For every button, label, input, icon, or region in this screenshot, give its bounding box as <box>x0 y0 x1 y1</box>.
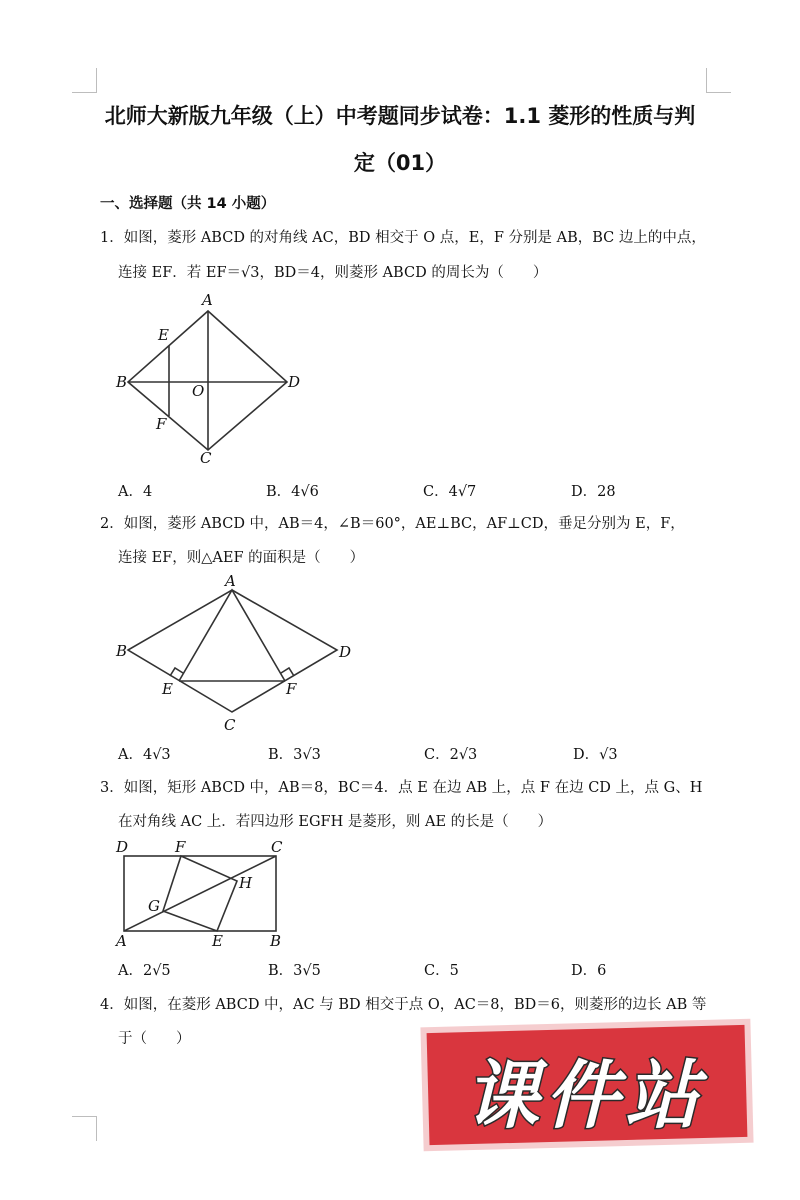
section-heading: 一、选择题（共 14 小题） <box>100 196 276 212</box>
q3-label-h: H <box>239 874 253 892</box>
question-3-option-b: B．3√5 <box>268 963 321 979</box>
question-3-text-line-1: 3．如图，矩形 ABCD 中，AB＝8，BC＝4．点 E 在边 AB 上，点 F 在边 CD 上，点 G、H <box>100 780 703 796</box>
question-1-option-c: C．4√7 <box>423 484 477 500</box>
question-2-option-c: C．2√3 <box>424 747 478 763</box>
q3-label-a: A <box>116 932 127 950</box>
question-1-text-line-1: 1．如图，菱形 ABCD 的对角线 AC，BD 相交于 O 点，E，F 分别是 AB，BC 边上的中点， <box>100 230 706 246</box>
q2-label-d: D <box>339 643 352 661</box>
q2-label-a: A <box>225 572 236 590</box>
watermark-text: 课件站 <box>465 1053 705 1139</box>
question-1-option-b: B．4√6 <box>266 484 319 500</box>
q2-label-f: F <box>286 680 297 698</box>
question-4-text-line-2: 于（ ） <box>118 1031 191 1047</box>
question-1-text-line-2: 连接 EF．若 EF＝√3，BD＝4，则菱形 ABCD 的周长为（ ） <box>118 265 548 281</box>
question-4-text-line-1: 4．如图，在菱形 ABCD 中，AC 与 BD 相交于点 O，AC＝8，BD＝6，则菱形的边长 AB 等 <box>100 997 707 1013</box>
q1-label-d: D <box>288 373 301 391</box>
q3-label-f: F <box>175 838 186 856</box>
question-3-text-line-2: 在对角线 AC 上．若四边形 EGFH 是菱形，则 AE 的长是（ ） <box>118 814 553 830</box>
question-3-option-c: C．5 <box>424 963 459 979</box>
q1-label-a: A <box>202 291 213 309</box>
question-2-option-b: B．3√3 <box>268 747 321 763</box>
q1-label-f: F <box>156 415 167 433</box>
q3-label-d: D <box>116 838 129 856</box>
q1-label-o: O <box>192 382 205 400</box>
q2-label-b: B <box>116 642 128 660</box>
q3-label-g: G <box>148 897 160 915</box>
q3-label-e: E <box>212 932 223 950</box>
question-3-option-d: D．6 <box>571 963 607 979</box>
q1-label-e: E <box>158 326 169 344</box>
q2-label-e: E <box>162 680 173 698</box>
document-title-line-1: 北师大新版九年级（上）中考题同步试卷：1.1 菱形的性质与判 <box>104 104 696 128</box>
question-1-option-a: A．4 <box>118 484 153 500</box>
q2-label-c: C <box>224 716 236 734</box>
watermark-logo <box>410 1015 760 1155</box>
q3-label-b: B <box>270 932 282 950</box>
question-2-text-line-2: 连接 EF，则△AEF 的面积是（ ） <box>118 550 365 566</box>
question-2-option-a: A．4√3 <box>118 747 171 763</box>
question-2-text-line-1: 2．如图，菱形 ABCD 中，AB＝4，∠B＝60°，AE⊥BC，AF⊥CD，垂足分别为 E，F， <box>100 516 685 532</box>
question-2-option-d: D．√3 <box>573 747 618 763</box>
q3-label-c: C <box>271 838 283 856</box>
q1-label-c: C <box>200 449 212 467</box>
question-3-option-a: A．2√5 <box>118 963 171 979</box>
q1-label-b: B <box>116 373 128 391</box>
question-1-option-d: D．28 <box>571 484 616 500</box>
q3-diagonal-ac <box>124 856 276 931</box>
document-title-line-2: 定（01） <box>353 151 447 175</box>
